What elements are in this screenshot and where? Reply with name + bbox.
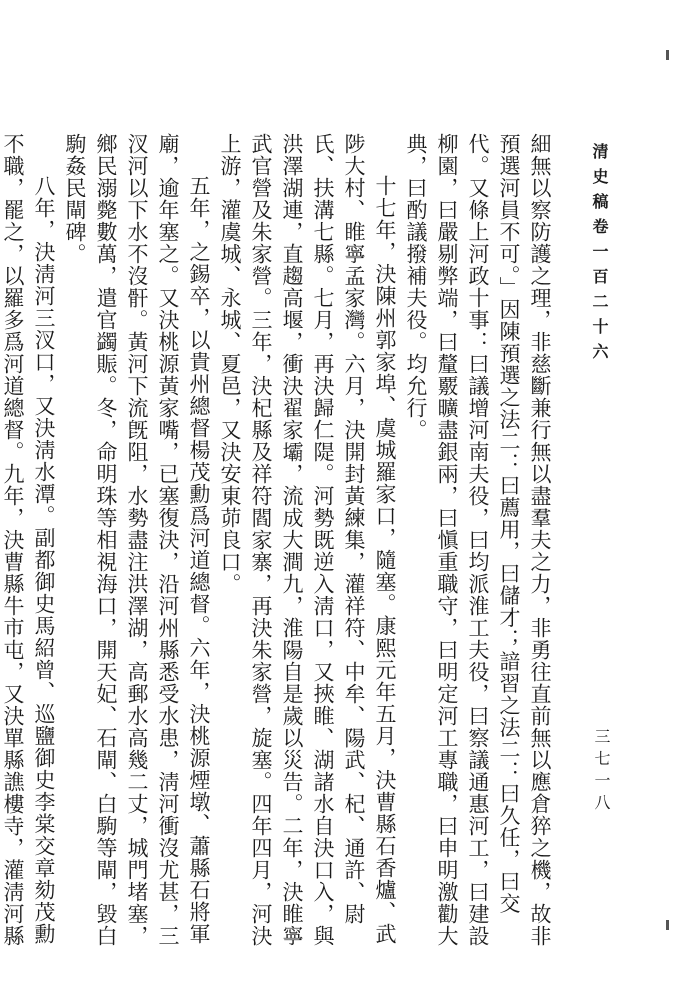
edge-mark-bottom <box>666 920 669 930</box>
page-number: 三七一八 <box>592 728 611 816</box>
edge-mark-top <box>666 50 669 60</box>
paragraph-2: 十七年，決陳州郭家埠、虞城羅家口，隨塞。康熙元年五月，決曹縣石香爐、武陟大村、睢寧孟家灣。六月，決開封黃練集，灌祥符、中牟、陽武、杞、通許、尉氏、扶溝七縣。七月，再決歸仁隄。河勢既逆入淸口，又挾睢、湖諸水自決口入，與洪澤湖連，直趨高堰，衝決翟家壩，流成大澗九，淮陽自是歲以災告。二年，決睢寧武官營及朱家營。三年，決杞縣及祥符閻家寨，再決朱家營，旋塞。四年四月，河決上游，灌虞城、永城、夏邑，又決安東茆良口。 <box>218 133 397 947</box>
paragraph-3: 五年，之錫卒，以貴州總督楊茂勳爲河道總督。六年，決桃源煙墩、蕭縣石將軍廟，逾年塞之。又決桃源黃家嘴，已塞復決，沿河州縣悉受水患，淸河衝沒尤甚，三汊河以下水不沒骭。黃河下流旣阻，水勢盡注洪澤湖，高郵水高幾二丈，城門堵塞，鄉民溺斃數萬，遣官蠲賑。冬，命明珠等相視海口，開天妃、石閘、白駒等閘，毀白駒姦民閘碑。 <box>63 133 211 947</box>
paragraph-1: 細無以察防護之理，非慈斷兼行無以盡羣夫之力，非勇往直前無以應倉猝之機，故非預選河員不可。」因陳預選之法二：曰薦用，曰儲才；諳習之法二：曰久任，曰交代。又條上河政十事：曰議增河南夫役，曰均派淮工夫役，曰察議通惠河工，曰建設柳園，曰嚴剔弊端，曰釐覈曠盡銀兩，曰愼重職守，曰明定河工專職，曰申明激勸大典，曰酌議撥補夫役。均允行。 <box>404 133 552 947</box>
running-header: 清史稿卷一百二十六 <box>590 143 609 368</box>
paragraph-4: 八年，決淸河三汊口，又決淸水潭。副都御史馬紹曾、巡鹽御史李棠交章劾茂勳不職，罷之，以羅多爲河道總督。九年，決曹縣牛市屯，又決單縣譙樓寺，灌淸河縣 <box>1 133 56 947</box>
body-text <box>1 133 555 953</box>
